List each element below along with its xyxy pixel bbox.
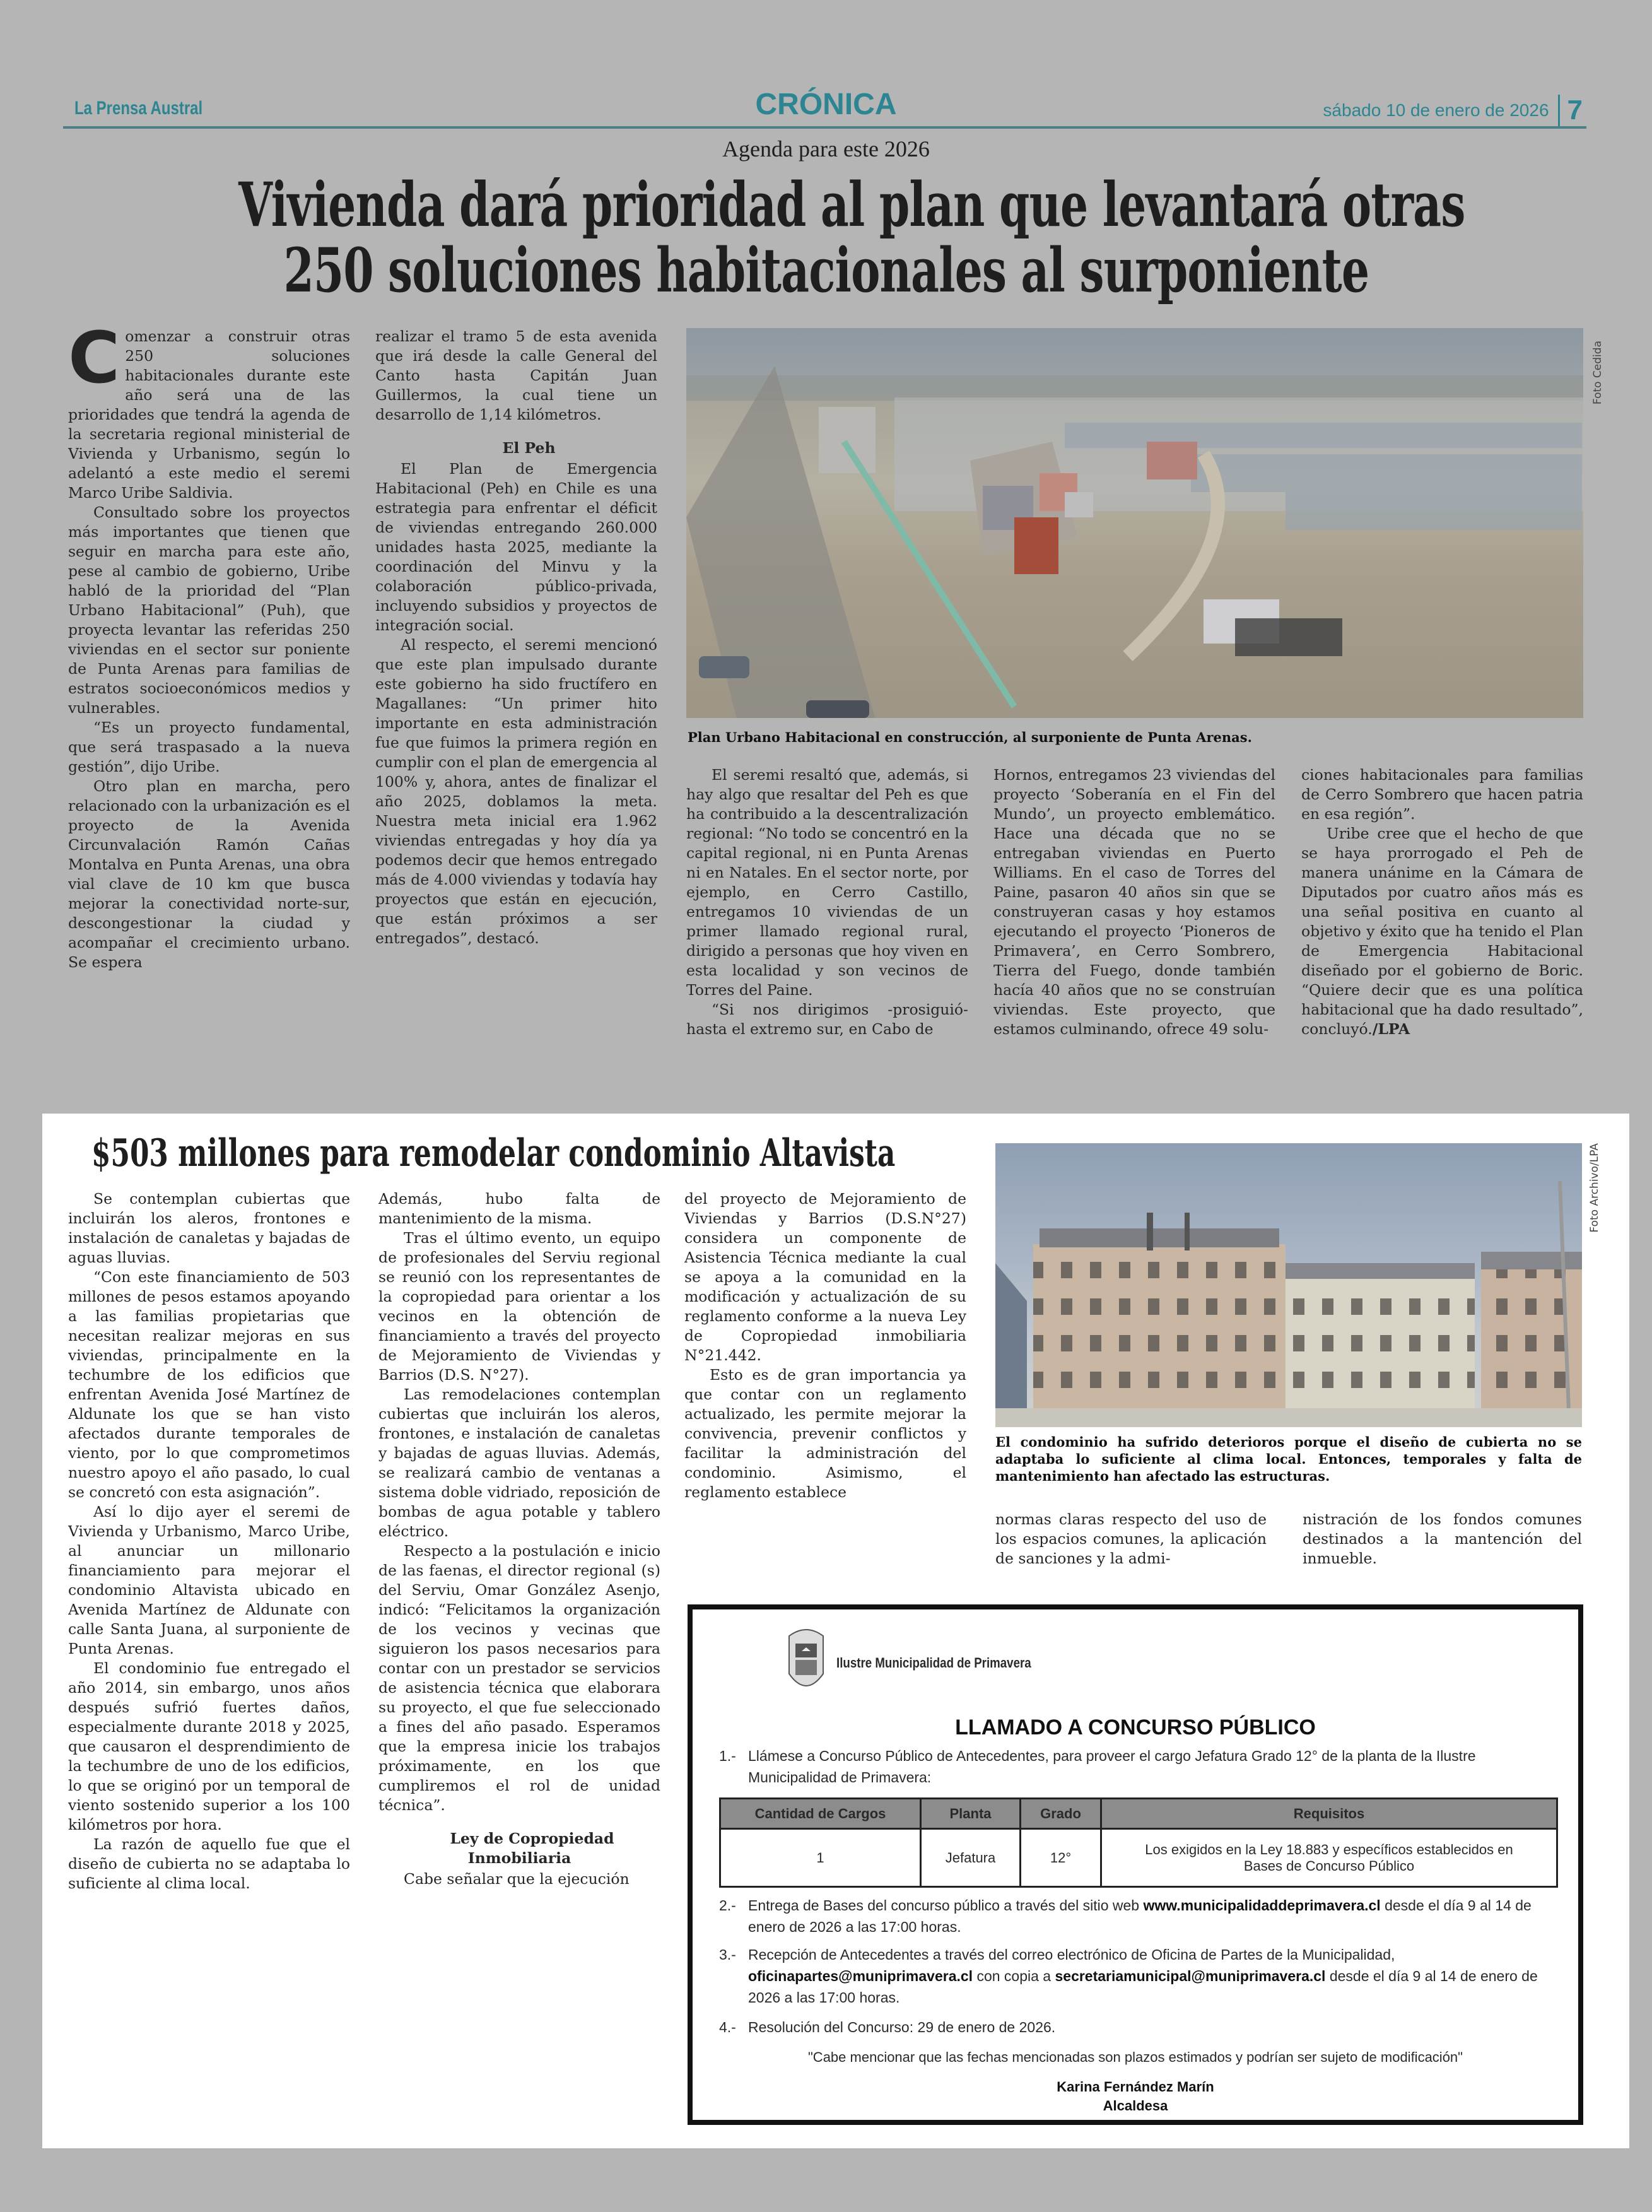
- subhead: El Peh: [502, 439, 556, 457]
- email-link[interactable]: secretariamunicipal@muniprimavera.cl: [1055, 1968, 1326, 1984]
- item-text: Llámese a Concurso Público de Antecedentes, para proveer el cargo Jefatura Grado 12° de la planta de la Ilustre Municipalidad de Primavera:: [748, 1748, 1476, 1785]
- paragraph: La razón de aquello fue que el diseño de cubierta no se adaptaba lo suficiente al clima local.: [68, 1835, 350, 1892]
- item-text: Recepción de Antecedentes a través del correo electrónico de Oficina de Partes de la Municipalidad,: [748, 1946, 1395, 1963]
- paragraph: “Si nos dirigimos -prosiguió- hasta el extremo sur, en Cabo de: [686, 1001, 968, 1038]
- main-col-3: [686, 765, 968, 1115]
- paragraph: Se contemplan cubiertas que incluirán los aleros, frontones e instalación de canaletas y bajadas de aguas lluvias.: [68, 1190, 350, 1266]
- main-col-1: [68, 327, 350, 1115]
- paragraph: Consultado sobre los proyectos más importantes que tienen que seguir en marcha para este año, pese al cambio de gobierno, Uribe habló de la prioridad del “Plan Urbano Habitacional” (Puh), que proyecta levantar las referidas 250 viviendas en el sector sur poniente de Punta Arenas para familias de estratos socioeconómicos medios y vulnerables.: [68, 503, 350, 717]
- header-rule: [63, 126, 1586, 129]
- second-col-3: [684, 1189, 966, 1603]
- column-header: Cantidad de Cargos: [720, 1799, 921, 1829]
- publication-name: La Prensa Austral: [74, 98, 203, 119]
- date-page: [1323, 95, 1583, 126]
- paragraph: Cabe señalar que la ejecución: [404, 1870, 630, 1888]
- notice-item-4: [719, 2016, 1558, 2038]
- construction-photo: [686, 328, 1583, 718]
- photo-caption: El condominio ha sufrido deterioros porque el diseño de cubierta no se adaptaba lo suficiente al clima local. Entonces, temporales y falta de mantenimiento han afectado las estructuras.: [995, 1434, 1582, 1484]
- paragraph: realizar el tramo 5 de esta avenida que irá desde la calle General del Canto hasta Capitán Juan Guillermos, la cual tiene un desarrollo de 1,14 kilómetros.: [375, 327, 657, 423]
- table-row: [720, 1829, 1557, 1887]
- cell: Los exigidos en la Ley 18.883 y específicos establecidos en Bases de Concurso Público: [1101, 1829, 1557, 1887]
- paragraph: El condominio fue entregado el año 2014, sin embargo, unos años después sufrió fuertes daños, especialmente durante 2018 y 2025, que causaron el desprendimiento de la techumbre de uno de los edificios, lo que se originó por un temporal de viento sostenido superior a los 100 kilómetros por hora.: [68, 1659, 350, 1833]
- paragraph: del proyecto de Mejoramiento de Viviendas y Barrios (D.S.N°27) considera un componente de Asistencia Técnica mediante la cual se apoya a la comunidad en la modificación y actualización de su reglamento conforme a la nueva Ley de Copropiedad inmobiliaria N°21.442.: [684, 1190, 966, 1364]
- headline-line-1: [0, 169, 1652, 240]
- paragraph: “Con este financiamiento de 503 millones de pesos estamos apoyando a las familias propietarias que necesitan realizar mejoras en sus viviendas, principalmente en la techumbre de los edificios que enfrentan Avenida José Martínez de Aldunate los que se han visto afectados durante temporales de viento, por lo que comprometimos nuestro apoyo el año pasado, lo cual se concretó con esta asignación”.: [68, 1268, 350, 1501]
- main-col-4: [993, 765, 1275, 1115]
- paragraph: nistración de los fondos comunes destinados a la mantención del inmueble.: [1303, 1510, 1582, 1567]
- paragraph: Uribe cree que el hecho de que se haya prorrogado el Peh de manera unánime en la Cámara de Diputados por cuatro años más es una señal positiva en cuanto al objetivo y éxito que ha tenido el Plan de Emergencia Habitacional diseñado por el gobierno de Boric. “Quiere decir que es una política habitacional que ha dado resultado”, concluyó.: [1301, 825, 1583, 1038]
- paragraph: El Plan de Emergencia Habitacional (Peh) en Chile es una estrategia para enfrentar el déficit de viviendas entregando 260.000 unidades hasta 2025, mediante la coordinación del Minvu y la colaboración público-privada, incluyendo subsidios y proyectos de integración social.: [375, 460, 657, 634]
- municipal-crest-icon: [784, 1623, 828, 1699]
- item-text: desde el día 9 al 14 de enero de 2026 a las 17:00 horas.: [748, 1968, 1538, 2006]
- paragraph: Respecto a la postulación e inicio de las faenas, el director regional (s) del Serviu, Omar González Asenjo, indicó: “Felicitamos la organización de los vecinos y vecinas que siguieron los pasos necesarios para contar con un prestador se servicios de asistencia técnica que elaborara su proyecto, el que fue seleccionado a fines del año pasado. Esperamos que la empresa inicie los trabajos próximamente, en los que cumpliremos el rol de unidad técnica”.: [378, 1542, 660, 1814]
- paragraph: normas claras respecto del uso de los espacios comunes, la aplicación de sanciones y la admi-: [995, 1510, 1267, 1567]
- second-headline: $503 millones para remodelar condominio Altavista: [91, 1131, 896, 1175]
- disclaimer: "Cabe mencionar que las fechas mencionadas son plazos estimados y podrían ser sujeto de modificación": [808, 2049, 1463, 2065]
- item-text: con copia a: [976, 1968, 1052, 1984]
- main-col-2: [375, 327, 657, 1115]
- item-number: 2.-: [719, 1897, 736, 1914]
- photo-credit: Foto Archivo/LPA: [1588, 1143, 1601, 1233]
- headline-line-2: [0, 235, 1652, 306]
- email-link[interactable]: oficinapartes@muniprimavera.cl: [748, 1968, 973, 1984]
- paragraph: Otro plan en marcha, pero relacionado con la urbanización es el proyecto de la Avenida Circunvalación Ramón Cañas Montalva en Punta Arenas, una obra vial clave de 10 km que busca mejorar la conectividad norte-sur, descongestionar la ciudad y acompañar el crecimiento urbano. Se espera: [68, 777, 350, 971]
- subhead: Ley de Copropiedad Inmobiliaria: [450, 1830, 614, 1867]
- paragraph: Tras el último evento, un equipo de profesionales del Serviu regional se reunió con los representantes de la copropiedad para orientar a los vecinos en la obtención de financiamiento a través del proyecto de Mejoramiento de Viviendas y Barrios (D.S. N°27).: [378, 1229, 660, 1384]
- issuer-name: Ilustre Municipalidad de Primavera: [836, 1655, 1031, 1671]
- paragraph: Además, hubo falta de mantenimiento de la misma.: [378, 1190, 660, 1227]
- item-text: desde el día 9 al 14 de enero de 2026 a las 17:00 horas.: [748, 1897, 1532, 1935]
- condominium-buildings: [995, 1143, 1582, 1427]
- ad-title: LLAMADO A CONCURSO PÚBLICO: [955, 1715, 1316, 1739]
- paragraph: Las remodelaciones contemplan cubiertas que incluirán los aleros, frontones, e instalación de canaletas y bajadas de aguas lluvias. Además, se realizará cambio de ventanas a sistema doble vidriado, reposición de bombas de agua potable y tablero eléctrico.: [378, 1385, 660, 1540]
- cell: 1: [720, 1829, 921, 1887]
- second-col-1: [68, 1189, 350, 2126]
- paragraph: omenzar a construir otras 250 soluciones habitacionales durante este año será una de las prioridades que tendrá la agenda de la secretaria regional ministerial de Vivienda y Urbanismo, según lo adelantó a este medio el seremi Marco Uribe Saldivia.: [68, 327, 350, 502]
- column-header: Requisitos: [1101, 1799, 1557, 1829]
- positions-table: [719, 1797, 1558, 1888]
- signoff: /LPA: [1372, 1020, 1410, 1038]
- photo-caption: Plan Urbano Habitacional en construcción, al surponiente de Punta Arenas.: [688, 729, 1252, 745]
- construction-scene: [686, 328, 1583, 718]
- website-link[interactable]: www.municipalidaddeprimavera.cl: [1143, 1897, 1381, 1914]
- condominium-photo: [995, 1143, 1582, 1427]
- paragraph: ciones habitacionales para familias de Cerro Sombrero que hacen patria en esa región”.: [1301, 766, 1583, 823]
- notice-item-2: [719, 1895, 1558, 1938]
- main-col-5: [1301, 765, 1583, 1115]
- paragraph: Al respecto, el seremi mencionó que este plan impulsado durante este gobierno ha sido fructífero en Magallanes: “Un primer hito importante en esta administración fue que fuimos la primera región en cumplir con el plan de emergencia al 100% y, ahora, antes de finalizar el año 2025, doblamos la meta. Nuestra meta inicial era 1.962 viviendas entregadas y hoy día ya podemos decir que hemos entregado más de 4.000 viviendas y todavía hay proyectos que están en ejecución, que están próximos a ser entregados”, destacó.: [375, 636, 657, 947]
- paragraph: “Es un proyecto fundamental, que será traspasado a la nueva gestión”, dijo Uribe.: [68, 719, 350, 775]
- notice-item-1: [719, 1745, 1552, 1788]
- cell: 12°: [1021, 1829, 1101, 1887]
- cell: Jefatura: [921, 1829, 1021, 1887]
- public-notice-ad: [688, 1604, 1583, 2125]
- headline-text: 250 soluciones habitacionales al surponiente: [283, 235, 1369, 306]
- photo-credit: Foto Cedida: [1591, 341, 1604, 405]
- column-header: Planta: [921, 1799, 1021, 1829]
- item-text: Entrega de Bases del concurso público a través del sitio web: [748, 1897, 1140, 1914]
- item-text: Resolución del Concurso: 29 de enero de 2026.: [748, 2019, 1056, 2035]
- item-number: 1.-: [719, 1748, 736, 1764]
- second-col-2: [378, 1189, 660, 2126]
- table-header-row: [720, 1799, 1557, 1829]
- drop-cap: C: [68, 327, 120, 399]
- notice-item-3: [719, 1944, 1558, 2008]
- second-col-4: [995, 1510, 1267, 1573]
- kicker: Agenda para este 2026: [722, 136, 930, 162]
- section-title: CRÓNICA: [755, 88, 897, 121]
- signatory-title: Alcaldesa: [1103, 2098, 1168, 2114]
- item-number: 4.-: [719, 2019, 736, 2035]
- column-header: Grado: [1021, 1799, 1101, 1829]
- paragraph: Así lo dijo ayer el seremi de Vivienda y Urbanismo, Marco Uribe, al anunciar un millonario financiamiento para mejorar el condominio Altavista ubicado en Avenida Martínez de Aldunate con calle Santa Juana, al surponiente de Punta Arenas.: [68, 1503, 350, 1657]
- paragraph: El seremi resaltó que, además, si hay algo que resaltar del Peh es que ha contribuido a la descentralización regional: “No todo se concentró en la capital regional, ni en Punta Arenas ni en Natales. En el sector norte, por ejemplo, en Cerro Castillo, entregamos 10 viviendas de un primer llamado regional rural, dirigido a personas que hoy viven en esta localidad y son vecinos de Torres del Paine.: [686, 766, 968, 999]
- page-number: 7: [1558, 95, 1583, 126]
- headline-text: Vivienda dará prioridad al plan que levantará otras: [238, 169, 1465, 240]
- paragraph: Esto es de gran importancia ya que contar con un reglamento actualizado, les permite mejorar la convivencia, prevenir conflictos y facilitar la administración del condominio. Asimismo, el reglamento establece: [684, 1366, 966, 1501]
- issue-date: sábado 10 de enero de 2026: [1323, 100, 1549, 120]
- signatory-name: Karina Fernández Marín: [1057, 2079, 1214, 2095]
- second-col-5: [1303, 1510, 1582, 1573]
- paragraph: Hornos, entregamos 23 viviendas del proyecto ‘Soberanía en el Fin del Mundo’, un proyecto emblemático. Hace una década que no se entregaban viviendas en Puerto Williams. En el caso de Torres del Paine, pasaron 40 años sin que se construyeran casas y hoy estamos ejecutando el proyecto ‘Pioneros de Primavera’, en Cerro Sombrero, Tierra del Fuego, donde también hacía 40 años que no se construían viviendas. Este proyecto, que estamos culminando, ofrece 49 solu-: [993, 766, 1275, 1038]
- item-number: 3.-: [719, 1946, 736, 1963]
